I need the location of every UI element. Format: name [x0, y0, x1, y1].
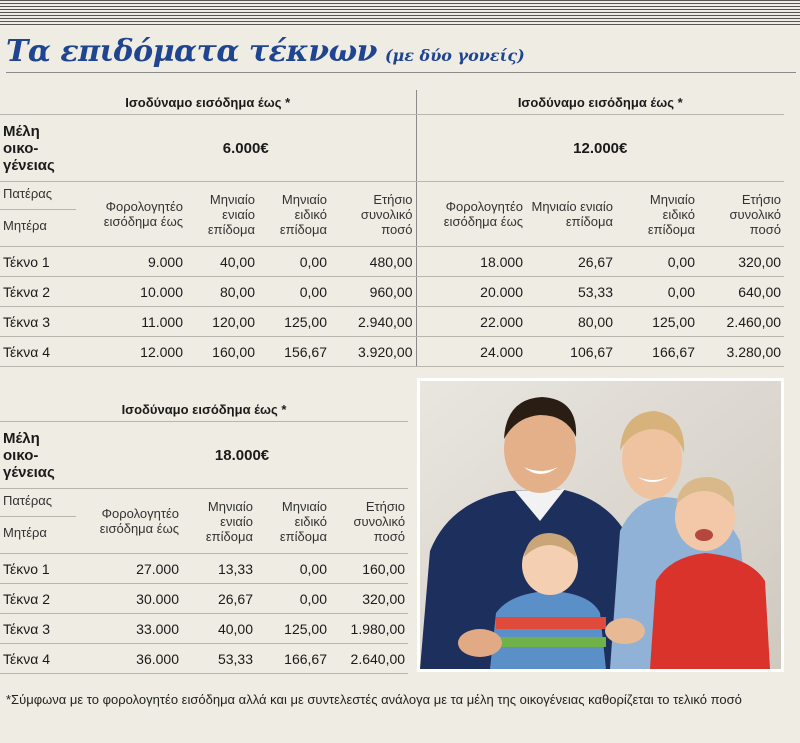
income-header-18000: Ισοδύναμο εισόδημα έως *	[0, 397, 408, 422]
children-label: Τέκνα 2	[0, 277, 76, 307]
col-monthly-special: Μηνιαίο ειδικό επίδομα	[616, 182, 698, 247]
table-cell: 166,67	[256, 644, 330, 674]
table-cell: 160,00	[186, 337, 258, 367]
table-cell: 22.000	[416, 307, 526, 337]
table-cell: 320,00	[698, 247, 784, 277]
members-label: Μέλη οικο-γένειας	[0, 115, 76, 182]
table-cell: 120,00	[186, 307, 258, 337]
family-photo	[417, 378, 784, 672]
table-cell: 36.000	[76, 644, 182, 674]
parents-divider	[0, 516, 76, 517]
table-cell: 1.980,00	[330, 614, 408, 644]
table-cell: 40,00	[186, 247, 258, 277]
father-label: Πατέρας	[3, 493, 53, 508]
table-row	[0, 584, 408, 614]
children-label: Τέκνο 1	[0, 247, 76, 277]
father-label: Πατέρας	[3, 186, 53, 201]
table-cell: 53,33	[526, 277, 616, 307]
col-taxable-income: Φορολογητέο εισόδημα έως	[76, 182, 186, 247]
table-cell: 125,00	[256, 614, 330, 644]
table-cell: 125,00	[616, 307, 698, 337]
col-annual-total: Ετήσιο συνολικό ποσό	[330, 182, 416, 247]
footnote: *Σύμφωνα με το φορολογητέο εισόδημα αλλά και με συντελεστές ανάλογα με τα μέλη της οικογένειας καθορίζεται το τελικό ποσό	[6, 692, 742, 707]
table-row	[0, 307, 784, 337]
page-title-row	[6, 34, 796, 73]
table-cell: 53,33	[182, 644, 256, 674]
parents-label	[0, 489, 76, 554]
parents-divider	[0, 209, 76, 210]
table-cell: 13,33	[182, 554, 256, 584]
table-cell: 156,67	[258, 337, 330, 367]
table-cell: 27.000	[76, 554, 182, 584]
col-annual-total: Ετήσιο συνολικό ποσό	[698, 182, 784, 247]
table-cell: 2.940,00	[330, 307, 416, 337]
income-header-6000: Ισοδύναμο εισόδημα έως *	[0, 90, 416, 115]
table-cell: 0,00	[256, 584, 330, 614]
table-cell: 3.280,00	[698, 337, 784, 367]
table-row	[0, 554, 408, 584]
children-label: Τέκνα 3	[0, 614, 76, 644]
mother-label: Μητέρα	[3, 218, 47, 233]
table-cell: 160,00	[330, 554, 408, 584]
header-rule-lines	[0, 0, 800, 26]
table-cell: 125,00	[258, 307, 330, 337]
table-cell: 10.000	[76, 277, 186, 307]
table-cell: 106,67	[526, 337, 616, 367]
children-label: Τέκνα 3	[0, 307, 76, 337]
table-row	[0, 644, 408, 674]
table-cell: 12.000	[76, 337, 186, 367]
income-amount-12000: 12.000€	[416, 115, 784, 182]
table-row	[0, 277, 784, 307]
allowance-table-top	[0, 90, 784, 367]
table-cell: 33.000	[76, 614, 182, 644]
table-row	[0, 614, 408, 644]
income-amount-18000: 18.000€	[76, 422, 408, 489]
table-cell: 20.000	[416, 277, 526, 307]
col-annual-total: Ετήσιο συνολικό ποσό	[330, 489, 408, 554]
table-cell: 2.460,00	[698, 307, 784, 337]
table-cell: 640,00	[698, 277, 784, 307]
members-label: Μέλη οικο-γένειας	[0, 422, 76, 489]
children-label: Τέκνα 4	[0, 337, 76, 367]
table-cell: 0,00	[616, 277, 698, 307]
table-cell: 0,00	[256, 554, 330, 584]
table-cell: 18.000	[416, 247, 526, 277]
col-monthly-special: Μηνιαίο ειδικό επίδομα	[258, 182, 330, 247]
table-cell: 3.920,00	[330, 337, 416, 367]
mother-label: Μητέρα	[3, 525, 47, 540]
table-cell: 0,00	[258, 247, 330, 277]
table-row	[0, 337, 784, 367]
page-subtitle: (με δύο γονείς)	[384, 46, 525, 65]
table-cell: 9.000	[76, 247, 186, 277]
allowance-table-18000	[0, 397, 408, 674]
table-cell: 26,67	[526, 247, 616, 277]
table-cell: 80,00	[526, 307, 616, 337]
income-amount-6000: 6.000€	[76, 115, 416, 182]
children-label: Τέκνα 2	[0, 584, 76, 614]
table-cell: 166,67	[616, 337, 698, 367]
table-cell: 320,00	[330, 584, 408, 614]
page-title: Τα επιδόματα τέκνων	[6, 34, 377, 69]
table-cell: 24.000	[416, 337, 526, 367]
col-monthly-unified: Μηνιαίο ενιαίο επίδομα	[526, 182, 616, 247]
table-cell: 960,00	[330, 277, 416, 307]
table-cell: 0,00	[616, 247, 698, 277]
table-cell: 2.640,00	[330, 644, 408, 674]
col-monthly-unified: Μηνιαίο ενιαίο επίδομα	[186, 182, 258, 247]
table-cell: 30.000	[76, 584, 182, 614]
table-cell: 40,00	[182, 614, 256, 644]
col-taxable-income: Φορολογητέο εισόδημα έως	[76, 489, 182, 554]
col-taxable-income: Φορολογητέο εισόδημα έως	[416, 182, 526, 247]
table-cell: 480,00	[330, 247, 416, 277]
children-label: Τέκνα 4	[0, 644, 76, 674]
table-cell: 26,67	[182, 584, 256, 614]
table-cell: 11.000	[76, 307, 186, 337]
income-header-12000: Ισοδύναμο εισόδημα έως *	[416, 90, 784, 115]
table-cell: 80,00	[186, 277, 258, 307]
parents-label	[0, 182, 76, 247]
col-monthly-special: Μηνιαίο ειδικό επίδομα	[256, 489, 330, 554]
col-monthly-unified: Μηνιαίο ενιαίο επίδομα	[182, 489, 256, 554]
family-photo-illustration	[420, 381, 781, 669]
table-row	[0, 247, 784, 277]
table-cell: 0,00	[258, 277, 330, 307]
children-label: Τέκνο 1	[0, 554, 76, 584]
